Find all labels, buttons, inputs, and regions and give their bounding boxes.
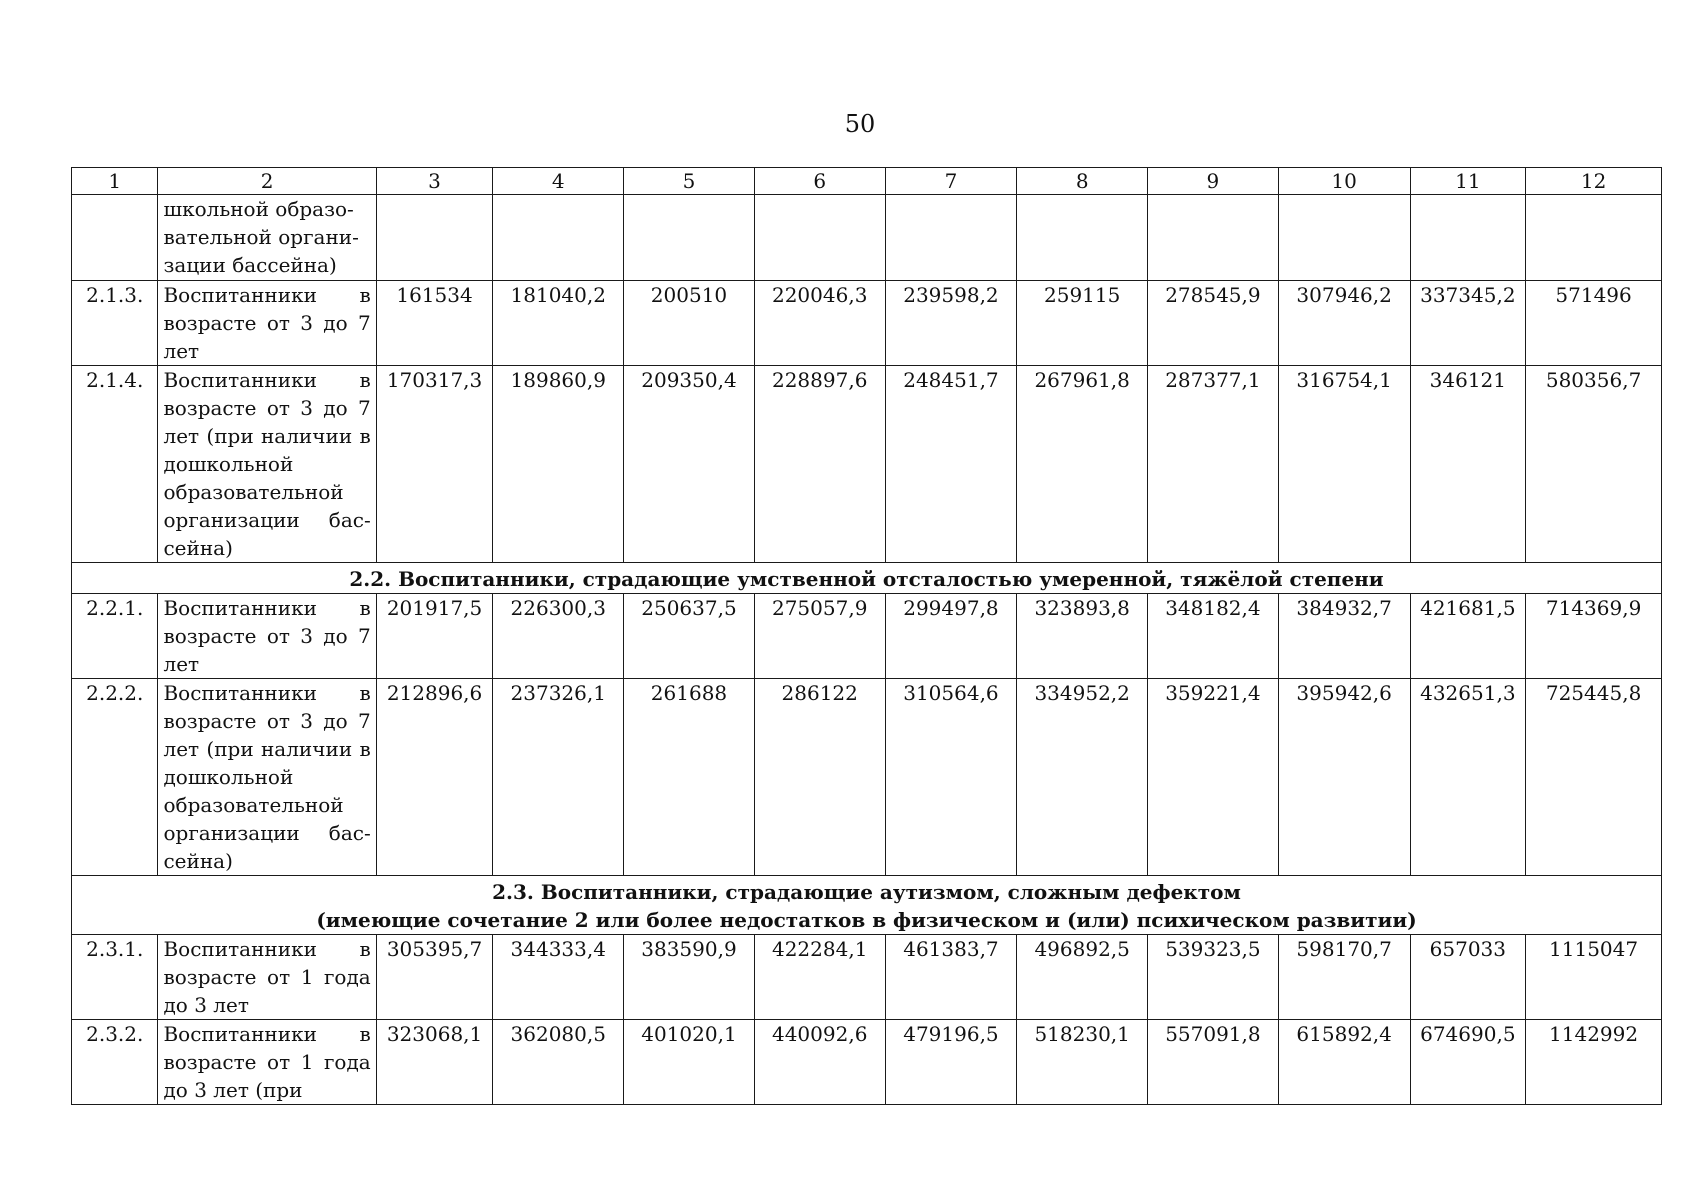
page-number: 50: [844, 110, 876, 138]
section-title-line: (имеющие сочетание 2 или более недостатков в физическом и (или) психическом развитии): [316, 908, 1417, 932]
value-cell: 305395,7: [376, 935, 493, 1020]
empty-cell: [1017, 195, 1148, 281]
section-title: 2.2. Воспитанники, страдающие умственной отсталостью умеренной, тяжёлой степени: [72, 563, 1662, 594]
row-description: Воспитанники в возрасте от 3 до 7 лет: [158, 281, 376, 366]
value-cell: 557091,8: [1148, 1020, 1279, 1105]
section-title: [72, 876, 1662, 935]
value-cell: 598170,7: [1278, 935, 1410, 1020]
empty-cell: [885, 195, 1017, 281]
value-cell: 461383,7: [885, 935, 1017, 1020]
value-cell: 170317,3: [376, 366, 493, 563]
value-cell: 248451,7: [885, 366, 1017, 563]
value-cell: 286122: [754, 679, 885, 876]
tariff-table: [71, 167, 1662, 1105]
value-cell: 307946,2: [1278, 281, 1410, 366]
value-cell: 220046,3: [754, 281, 885, 366]
value-cell: 714369,9: [1526, 594, 1662, 679]
value-cell: 479196,5: [885, 1020, 1017, 1105]
value-cell: 539323,5: [1148, 935, 1279, 1020]
column-header: 10: [1278, 168, 1410, 195]
continuation-description: [158, 195, 376, 281]
value-cell: 422284,1: [754, 935, 885, 1020]
table-row: [72, 1020, 1662, 1105]
table-row: [72, 281, 1662, 366]
row-description: Воспитанники в возрасте от 3 до 7 лет: [158, 594, 376, 679]
column-header: 5: [624, 168, 755, 195]
value-cell: 239598,2: [885, 281, 1017, 366]
value-cell: 359221,4: [1148, 679, 1279, 876]
value-cell: 299497,8: [885, 594, 1017, 679]
value-cell: 496892,5: [1017, 935, 1148, 1020]
value-cell: 323893,8: [1017, 594, 1148, 679]
value-cell: 657033: [1410, 935, 1526, 1020]
section-header-2-3: [72, 876, 1662, 935]
empty-cell: [1148, 195, 1279, 281]
value-cell: 346121: [1410, 366, 1526, 563]
row-code-cell: [72, 195, 158, 281]
empty-cell: [493, 195, 624, 281]
row-description: Воспитанники в возрасте от 3 до 7 лет (при наличии в дошкольной образовательной организации бассейна): [158, 366, 376, 563]
value-cell: 440092,6: [754, 1020, 885, 1105]
column-header: 2: [158, 168, 376, 195]
table-row: [72, 594, 1662, 679]
column-header: 11: [1410, 168, 1526, 195]
table-row: [72, 679, 1662, 876]
empty-cell: [624, 195, 755, 281]
continuation-line: школьной образо-: [163, 197, 354, 221]
column-header: 3: [376, 168, 493, 195]
column-header: 12: [1526, 168, 1662, 195]
value-cell: 275057,9: [754, 594, 885, 679]
value-cell: 334952,2: [1017, 679, 1148, 876]
continuation-line: зации бассейна): [163, 253, 337, 277]
value-cell: 267961,8: [1017, 366, 1148, 563]
value-cell: 228897,6: [754, 366, 885, 563]
value-cell: 1142992: [1526, 1020, 1662, 1105]
row-description: Воспитанники в возрасте от 1 года до 3 лет: [158, 935, 376, 1020]
column-header: 1: [72, 168, 158, 195]
value-cell: 200510: [624, 281, 755, 366]
row-code: 2.3.1.: [72, 935, 158, 1020]
value-cell: 310564,6: [885, 679, 1017, 876]
value-cell: 518230,1: [1017, 1020, 1148, 1105]
header-row: [72, 168, 1662, 195]
value-cell: 674690,5: [1410, 1020, 1526, 1105]
empty-cell: [1278, 195, 1410, 281]
value-cell: 362080,5: [493, 1020, 624, 1105]
value-cell: 432651,3: [1410, 679, 1526, 876]
row-code: 2.2.2.: [72, 679, 158, 876]
value-cell: 1115047: [1526, 935, 1662, 1020]
row-code: 2.3.2.: [72, 1020, 158, 1105]
value-cell: 201917,5: [376, 594, 493, 679]
row-code: 2.1.4.: [72, 366, 158, 563]
value-cell: 571496: [1526, 281, 1662, 366]
value-cell: 421681,5: [1410, 594, 1526, 679]
column-header: 6: [754, 168, 885, 195]
value-cell: 725445,8: [1526, 679, 1662, 876]
section-title-line: 2.3. Воспитанники, страдающие аутизмом, сложным дефектом: [492, 880, 1241, 904]
value-cell: 323068,1: [376, 1020, 493, 1105]
value-cell: 209350,4: [624, 366, 755, 563]
continuation-row: [72, 195, 1662, 281]
value-cell: 237326,1: [493, 679, 624, 876]
value-cell: 395942,6: [1278, 679, 1410, 876]
value-cell: 401020,1: [624, 1020, 755, 1105]
value-cell: 287377,1: [1148, 366, 1279, 563]
value-cell: 161534: [376, 281, 493, 366]
empty-cell: [754, 195, 885, 281]
column-header: 4: [493, 168, 624, 195]
value-cell: 580356,7: [1526, 366, 1662, 563]
value-cell: 259115: [1017, 281, 1148, 366]
empty-cell: [1526, 195, 1662, 281]
table-row: [72, 366, 1662, 563]
value-cell: 344333,4: [493, 935, 624, 1020]
continuation-line: вательной органи-: [163, 225, 359, 249]
value-cell: 261688: [624, 679, 755, 876]
empty-cell: [1410, 195, 1526, 281]
value-cell: 250637,5: [624, 594, 755, 679]
table-row: [72, 935, 1662, 1020]
value-cell: 348182,4: [1148, 594, 1279, 679]
column-header: 7: [885, 168, 1017, 195]
row-code: 2.1.3.: [72, 281, 158, 366]
value-cell: 212896,6: [376, 679, 493, 876]
row-description: Воспитанники в возрасте от 1 года до 3 лет (при: [158, 1020, 376, 1105]
row-code: 2.2.1.: [72, 594, 158, 679]
value-cell: 316754,1: [1278, 366, 1410, 563]
empty-cell: [376, 195, 493, 281]
value-cell: 226300,3: [493, 594, 624, 679]
value-cell: 383590,9: [624, 935, 755, 1020]
value-cell: 615892,4: [1278, 1020, 1410, 1105]
section-header-2-2: [72, 563, 1662, 594]
column-header: 9: [1148, 168, 1279, 195]
value-cell: 384932,7: [1278, 594, 1410, 679]
value-cell: 278545,9: [1148, 281, 1279, 366]
value-cell: 337345,2: [1410, 281, 1526, 366]
value-cell: 181040,2: [493, 281, 624, 366]
row-description: Воспитанники в возрасте от 3 до 7 лет (при наличии в дошкольной образовательной организации бассейна): [158, 679, 376, 876]
column-header: 8: [1017, 168, 1148, 195]
value-cell: 189860,9: [493, 366, 624, 563]
